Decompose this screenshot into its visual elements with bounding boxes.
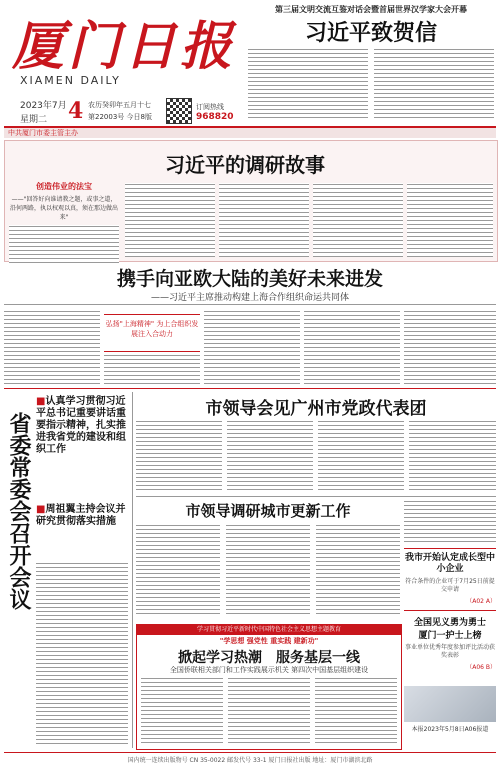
story4-headline: 掀起学习热潮 服务基层一线 (178, 650, 360, 666)
story2-text-col2 (227, 420, 313, 492)
promo3-caption: 本报2023年5月8日A06报道 (411, 726, 489, 733)
banner-text-col3 (313, 183, 403, 257)
feature-headline: 携手向亚欧大陆的美好未来进发 (116, 268, 383, 290)
banner-left-text (9, 225, 119, 265)
story3-headline: 市领导调研城市更新工作 (185, 502, 351, 520)
story2-divider (136, 496, 496, 497)
masthead-english: XIAMEN DAILY (20, 74, 121, 87)
story2-text-col1 (136, 420, 222, 492)
feature-pullquote: 弘扬"上海精神" 为上合组织发展注入合动力 (105, 320, 199, 338)
promo2-sub: 事业单位优秀年度参加评比活动获奖表彰 (404, 644, 495, 659)
side-bullet-1-text: 认真学习贯彻习近平总书记重要讲话重要指示精神，扎实推进我省党的建设和组织工作 (36, 396, 126, 455)
promo1-sub: 符合条件的企业可于7月25日前提交申请 (405, 578, 495, 593)
banner-left-box-sub: ——"回答好向谁请教之题，或事之道，沿何两路，执以权观以真，须在那边做出来" (9, 196, 118, 221)
subscribe-label: 订阅热线 (196, 103, 224, 111)
promo1-page: （A02 A） (466, 598, 496, 605)
story4-banner (137, 625, 401, 635)
story2 (136, 394, 496, 494)
promo2-line2: 厦门一护士上榜 (418, 631, 482, 641)
banner-text-col2 (219, 183, 309, 257)
masthead-issue: 第22003号 今日8版 (88, 113, 152, 121)
masthead-weekday: 星期二 (20, 115, 48, 125)
top-story (248, 4, 494, 124)
promo1-title: 我市开始认定成长型中小企业 (404, 553, 495, 574)
story3-text-col1 (136, 524, 220, 616)
feature-text-col2 (104, 354, 200, 384)
right-column (404, 500, 496, 748)
feature-text-col3 (204, 310, 300, 384)
side-bullet-1 (36, 396, 128, 456)
promo3-image (404, 686, 496, 722)
bullet-square-icon: ■ (36, 396, 46, 407)
story2-headline: 市领导会见广州市党政代表团 (205, 399, 427, 419)
story4-banner-text: 学习贯彻习近平新时代中国特色社会主义思想主题教育 (196, 626, 341, 633)
story4-text-col1 (141, 677, 223, 745)
story4 (136, 624, 402, 750)
footer-rule (4, 752, 496, 753)
banner-section (4, 140, 498, 262)
right-col-text-top (404, 500, 496, 544)
masthead-date: 2023年7月 (20, 101, 67, 111)
top-story-text-left (248, 48, 368, 120)
section-rule (4, 388, 496, 389)
banner-left-box-title: 创造伟业的法宝 (36, 182, 92, 191)
side-vertical-title-text: 省委常委会召开会议 (6, 412, 32, 610)
promo2-page: （A06 B） (466, 664, 496, 671)
banner-title: 习近平的调研故事 (165, 153, 325, 177)
masthead-day: 4 (68, 98, 84, 124)
story4-text-col2 (228, 677, 310, 745)
side-body-text (36, 562, 128, 746)
side-bullet-2 (36, 504, 128, 528)
side-bullet-2-text: 周祖翼主持会议并研究贯彻落实措施 (36, 504, 126, 527)
side-column (4, 392, 130, 748)
story3-text-col2 (226, 524, 310, 616)
story4-subhead: 全国侨联相关部门和工作实践展示机关 第四次中国基层组织建设 (169, 666, 369, 674)
top-story-text-right (374, 48, 494, 120)
top-story-kicker: 第三届文明交流互鉴对话会暨首届世界汉学家大会开幕 (275, 4, 467, 14)
story3-text-col3 (316, 524, 400, 616)
sponsor-text: 中共厦门市委主管主办 (8, 129, 78, 137)
feature-text-col5 (404, 310, 496, 384)
story3 (136, 500, 400, 620)
bullet-square-icon: ■ (36, 504, 46, 515)
feature-text-col4 (304, 310, 400, 384)
promo2[interactable] (404, 610, 496, 681)
qr-code-icon (166, 98, 192, 124)
story2-text-col4 (409, 420, 496, 492)
masthead-lunar: 农历癸卯年五月十七 (88, 101, 151, 109)
story2-text-col3 (318, 420, 404, 492)
banner-text-col1 (125, 183, 215, 257)
story4-banner-sub: "学思想 强党性 重实践 建新功" (219, 637, 319, 645)
side-divider (132, 392, 133, 748)
banner-left-box (9, 181, 119, 257)
masthead-logo: 厦门日报 (12, 16, 237, 77)
feature-pullquote-box (104, 314, 200, 352)
promo2-title: 全国见义勇为勇士 (413, 618, 486, 628)
story4-text-col3 (315, 677, 397, 745)
promo1[interactable] (404, 548, 496, 609)
footer-text: 国内统一连续出版物号 CN 35-0022 邮发代号 33-1 厦门日报社出版 地址：厦门市湖滨北路 (127, 757, 373, 764)
banner-text-col4 (407, 183, 493, 257)
feature-subhead: ——习近平主席推动构建上海合作组织命运共同体 (150, 293, 349, 303)
feature-section (4, 264, 496, 386)
feature-text-col1 (4, 310, 100, 384)
feature-divider (4, 304, 496, 305)
subscribe-phone: 968820 (196, 112, 234, 122)
side-vertical-title (4, 412, 32, 610)
top-story-headline: 习近平致贺信 (304, 20, 437, 46)
